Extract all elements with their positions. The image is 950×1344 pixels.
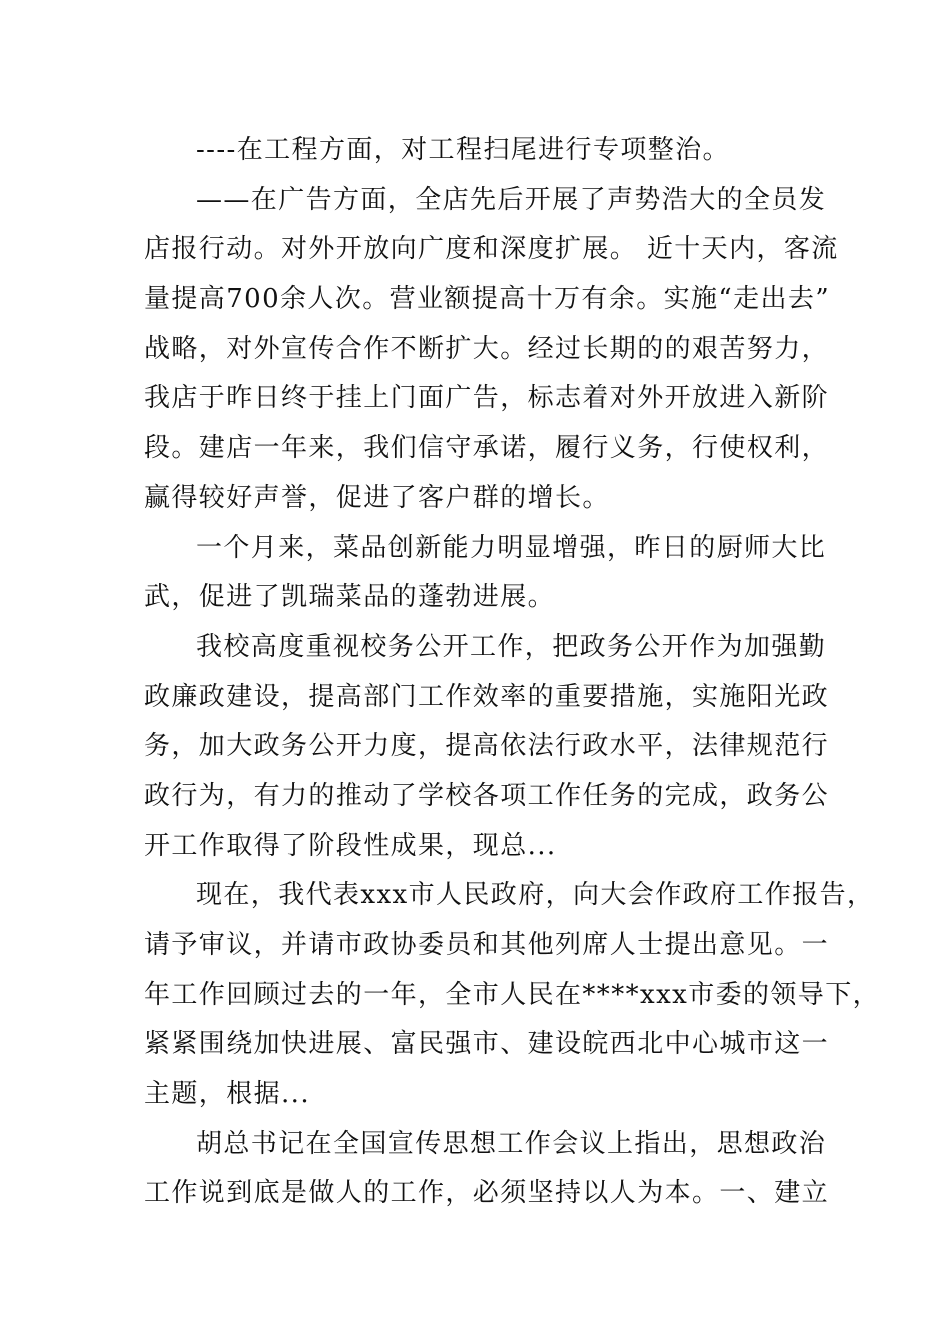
paragraph-dishes xyxy=(144,524,834,623)
text-line: ----在工程方面，对工程扫尾进行专项整治。 xyxy=(196,135,730,165)
text-line: 一个月来，菜品创新能力明显增强，昨日的厨师大比 xyxy=(196,532,827,563)
text-line: 政行为，有力的推动了学校各项工作任务的完成，政务公 xyxy=(144,780,830,811)
text-line: 年工作回顾过去的一年，全市人民在****xxx市委的领导下， xyxy=(144,979,880,1010)
text-line: 武，促进了凯瑞菜品的蓬勃进展。 xyxy=(144,582,556,613)
text-line: 胡总书记在全国宣传思想工作会议上指出，思想政治 xyxy=(196,1128,827,1159)
text-line: 请予审议，并请市政协委员和其他列席人士提出意见。一 xyxy=(144,930,830,960)
paragraph-engineering xyxy=(144,126,834,176)
text-line: 我校高度重视校务公开工作，把政务公开作为加强勤 xyxy=(196,631,827,662)
text-line: 我店于昨日终于挂上门面广告，标志着对外开放进入新阶 xyxy=(144,383,830,414)
text-line: 紧紧围绕加快进展、富民强市、建设皖西北中心城市这一 xyxy=(144,1029,830,1060)
document-body xyxy=(144,126,880,1219)
text-line: 务，加大政务公开力度，提高依法行政水平，法律规范行 xyxy=(144,731,830,762)
text-line: 政廉政建设，提高部门工作效率的重要措施，实施阳光政 xyxy=(144,681,830,712)
text-line: 战略，对外宣传合作不断扩大。经过长期的的艰苦努力， xyxy=(144,333,830,364)
paragraph-advertising xyxy=(144,176,839,524)
text-line: 工作说到底是做人的工作，必须坚持以人为本。一、建立 xyxy=(144,1178,830,1209)
paragraph-government xyxy=(144,871,880,1119)
paragraph-ideology xyxy=(144,1120,834,1219)
text-line: 段。建店一年来，我们信守承诺，履行义务，行使权利， xyxy=(144,433,830,464)
text-line: 店报行动。对外开放向广度和深度扩展。 近十天内，客流 xyxy=(144,234,839,265)
text-line: 主题，根据... xyxy=(144,1079,310,1110)
text-line: 开工作取得了阶段性成果，现总... xyxy=(144,830,557,861)
text-line: ——在广告方面，全店先后开展了声势浩大的全员发 xyxy=(196,184,827,215)
text-line: 现在，我代表xxx市人民政府，向大会作政府工作报告， xyxy=(196,880,875,911)
text-line: 量提高700余人次。营业额提高十万有余。实施“走出去” xyxy=(144,284,831,315)
paragraph-school xyxy=(144,623,834,871)
text-line: 赢得较好声誉，促进了客户群的增长。 xyxy=(144,482,610,513)
